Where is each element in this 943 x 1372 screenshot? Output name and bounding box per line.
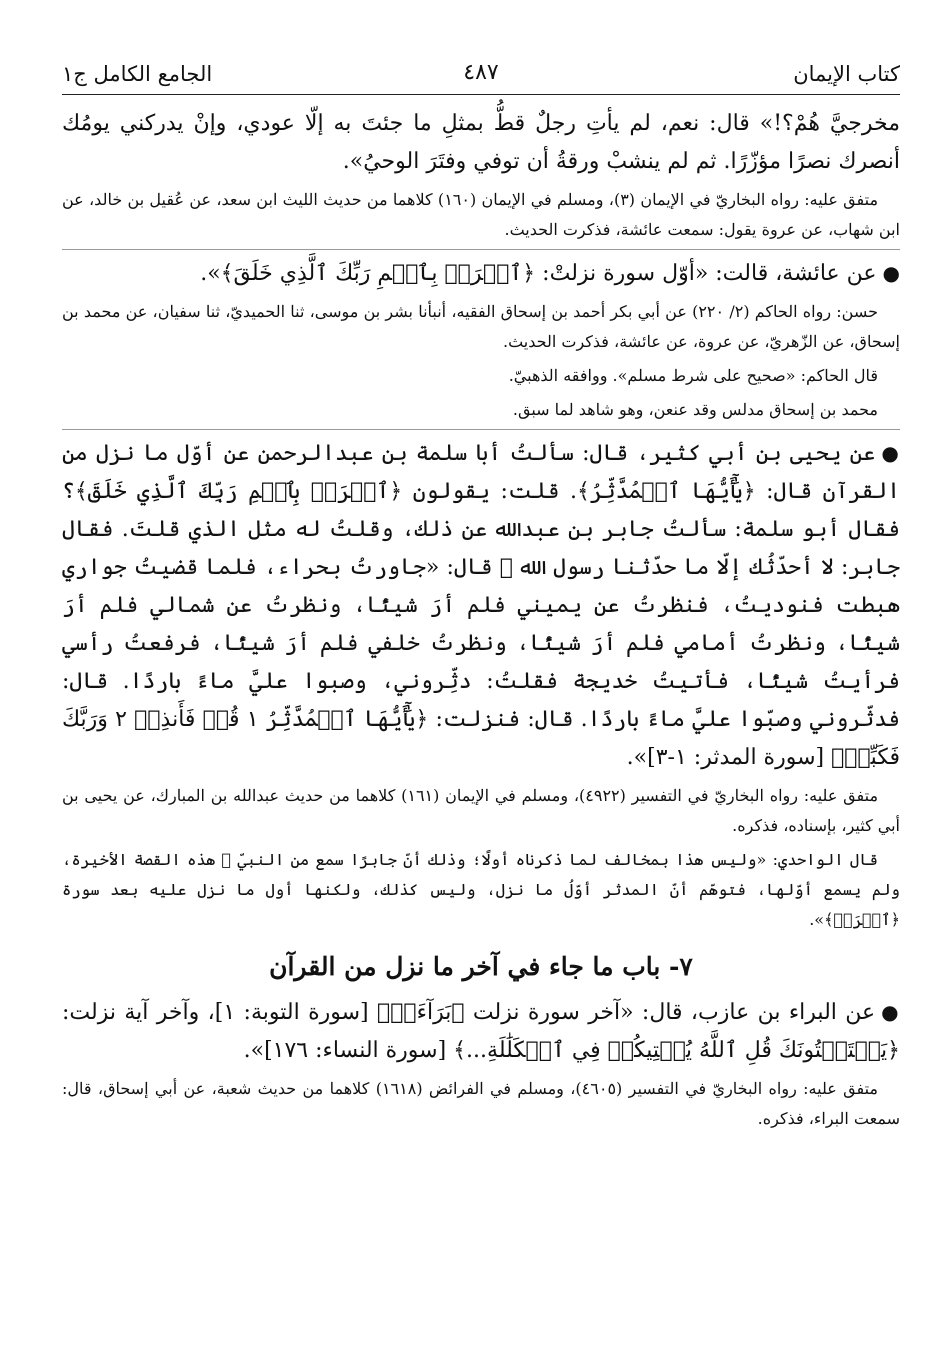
takhrij-note: متفق عليه: رواه البخاريّ في التفسير (٤٩٢٢)، ومسلم في الإيمان (١٦١) كلاهما من حديث عبدالله بن المبارك، عن يحيى بن أبي كثير، بإسناده، فذكره. bbox=[62, 786, 900, 835]
page-number: ٤٨٧ bbox=[463, 60, 499, 85]
running-header bbox=[62, 52, 900, 95]
grading-note: قال الحاكم: «صحيح على شرط مسلم». ووافقه الذهبيّ. bbox=[508, 366, 878, 385]
hadith-text bbox=[62, 434, 900, 777]
hadith-text-continued: مخرجيَّ هُمْ؟!» قال: نعم، لم يأتِ رجلٌ قطُّ بمثلِ ما جئتَ به إلّا عودي، وإنْ يدركني يومُك أنصرك نصرًا مؤزّرًا. ثم لم ينشبْ ورقةُ أن توفي وفتَرَ الوحيُ». bbox=[62, 111, 900, 174]
book-page bbox=[62, 52, 900, 1136]
bullet-icon: ● bbox=[882, 261, 900, 285]
takhrij-note: حسن: رواه الحاكم (٢/ ٢٢٠) عن أبي بكر أحمد بن إسحاق الفقيه، أنبأنا بشر بن موسى، ثنا الحميديّ، ثنا سفيان، عن محمد بن إسحاق، عن الزّهريّ، عن عروة، عن عائشة، فذكرت الحديث. bbox=[62, 302, 900, 351]
divider bbox=[62, 249, 900, 250]
bullet-icon: ● bbox=[881, 441, 900, 465]
takhrij-note: متفق عليه: رواه البخاريّ في التفسير (٤٦٠٥)، ومسلم في الفرائض (١٦١٨) كلاهما من حديث شعبة، عن أبي إسحاق، قال: سمعت البراء، فذكره. bbox=[62, 1079, 900, 1128]
quote-note: قال الواحدي: «وليس هذا بمخالف لما ذكرناه أولًا؛ وذلك أنّ جابرًا سمع من النبيّ ﷺ هذه القصة الأخيرة، ولم يسمع أوّلها، فتوهّم أنّ المدثر أوّلُ ما نزل، وليس كذلك، ولكنها أول ما نزل عليه بعد سورة ﴿ٱقۡرَأۡ﴾». bbox=[62, 850, 900, 929]
book-title: الجامع الكامل ج١ bbox=[62, 62, 213, 86]
section-heading: ٧- باب ما جاء في آخر ما نزل من القرآن bbox=[269, 952, 693, 981]
hadith-text bbox=[62, 993, 900, 1070]
takhrij-note: متفق عليه: رواه البخاريّ في الإيمان (٣)، ومسلم في الإيمان (١٦٠) كلاهما من حديث الليث ابن سعد، عن عُقيل بن خالد، عن ابن شهاب، عن عروة يقول: سمعت عائشة، فذكرت الحديث. bbox=[62, 190, 900, 239]
hadith-body: عن عائشة، قالت: «أوّل سورة نزلتْ: ﴿ٱقۡرَأۡ بِٱسۡمِ رَبِّكَ ٱلَّذِي خَلَقَ﴾». bbox=[200, 261, 877, 286]
bullet-icon: ● bbox=[881, 1000, 901, 1024]
hadith-text bbox=[62, 254, 900, 293]
page-body bbox=[62, 105, 900, 1134]
hadith-body: عن البراء بن عازب، قال: «آخر سورة نزلت ﴿بَرَآءَةٞ﴾ [سورة التوبة: ١]، وآخر آية نزلت: ﴿يَسۡتَفۡتُونَكَ قُلِ ٱللَّهُ يُفۡتِيكُمۡ فِي ٱلۡكَلَٰلَةِ...﴾ [سورة النساء: ١٧٦]». bbox=[62, 1000, 900, 1063]
comment-note: محمد بن إسحاق مدلس وقد عنعن، وهو شاهد لما سبق. bbox=[512, 400, 878, 419]
hadith-body: عن يحيى بن أبي كثير، قال: سألتُ أبا سلمة بن عبدالرحمن عن أوّل ما نزل من القرآن قال: ﴿يَٰٓأَيُّهَا ٱلۡمُدَّثِّرُ﴾. قلت: يقولون ﴿ٱقۡرَأۡ بِٱسۡمِ رَبِّكَ ٱلَّذِي خَلَقَ﴾؟ فقال أبو سلمة: سألتُ جابر بن عبدالله عن ذلك، وقلتُ له مثل الذي قلتَ. فقال جابر: لا أحدّثُك إلّا ما حدّثنا رسول الله ﷺ قال: «جاورتُ بحراء، فلما قضيتُ جواري هبطت فنوديتُ، فنظرتُ عن يميني فلم أرَ شيئًا، ونظرتُ عن شمالي فلم أرَ شيئًا، ونظرتُ أمامي فلم أرَ شيئًا، ونظرتُ خلفي فلم أرَ شيئًا، فرفعتُ رأسي فرأيتُ شيئًا، فأتيتُ خديجة فقلتُ: دثِّروني، وصبوا عليَّ ماءً باردًا. قال: فدثّروني وصبّوا عليَّ ماءً باردًا. قال: فنزلت: ﴿يَٰٓأَيُّهَا ٱلۡمُدَّثِّرُ ١ قُمۡ فَأَنذِرۡ ٢ وَرَبَّكَ فَكَبِّرۡ﴾ [سورة المدثر: ١-٣]». bbox=[62, 441, 901, 770]
divider bbox=[62, 429, 900, 430]
chapter-title: كتاب الإيمان bbox=[793, 62, 900, 86]
